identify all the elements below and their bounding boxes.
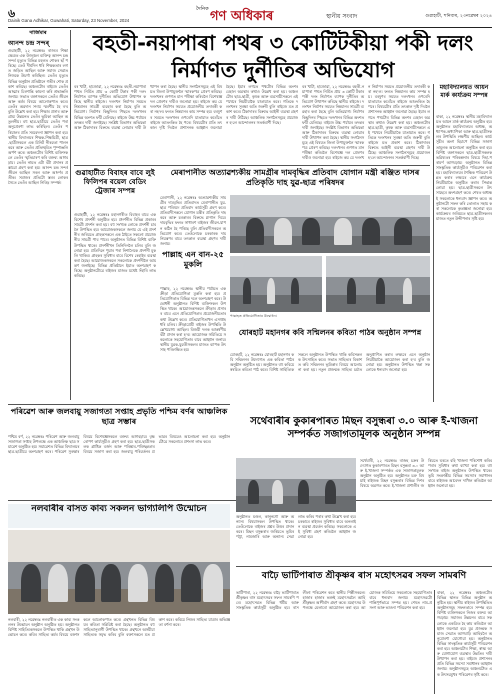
banner-body-continued: অনুষ্ঠানত মণ্ডল, কানুনগো আৰু অন্যান্য বিষয়াসকল উপস্থিত থাকে। তেওঁলোকে ৰাইজৰ প্ৰশ্নৰ উত্তৰ প্ৰদান কৰে। মিছন বসুন্ধৰাৰ জৰিয়তে ভূমিৰ পট্টা, নামজাৰি আৰু অন্যান্য সেৱা লাভ কৰিব পৰাৰ কথা উল্লেখ কৰা হয়। চৰকাৰে ৰাইজৰ সুবিধাৰ বাবে অনলাইন ব্যৱস্থা প্ৰৱৰ্তন কৰিছে। সকলোকে এই সুবিধা গ্ৰহণ কৰিবলৈ আহ্বান জনোৱা হয়।	[236, 514, 356, 540]
story-g-headline: বাঢ়ৈ ভাটিপাৰাত শ্ৰীকৃষ্ণৰ ৰাস মহোৎসৱৰ সফল সামৰণি	[261, 570, 467, 581]
story-e-body: পশ্চিম বৰ্ণ, ২২ নৱেম্বৰঃ পৰিৱেশ আৰু জলবায়ু সজাগতা সপ্তাহ উপলক্ষে এক আঞ্চলিক ছাত্ৰ সমাৱেশ অনুষ্ঠিত হয়। সমাৱেশত বিভিন্ন বিদ্যালয়ৰ ছাত্ৰ-ছাত্ৰীয়ে অংশগ্ৰহণ কৰে। পৰিৱেশ সুৰক্ষাৰ বিষয়ে বিশেষজ্ঞসকলে বক্তব্য আগবঢ়ায়। বৃক্ষৰোপণ কাৰ্য্যসূচীও গ্ৰহণ কৰা হয়। ছাত্ৰ-ছাত্ৰীসকলক প্লাষ্টিক বৰ্জন আৰু পৰিষ্কাৰ-পৰিচ্ছন্নতাৰ বিষয়ে সজাগ কৰা হয়। জলবায়ু পৰিৱৰ্তনৰ প্ৰভাৱৰ বিষয়েও আলোচনা কৰা হয়। অনুষ্ঠানটোৱে সকলোৰে প্ৰশংসা লাভ কৰে।	[8, 434, 230, 455]
banner-headline: সৰ্থেবাৰীৰ কুকাৰপাৰত মিছন বসুন্ধৰা ৩.০ আৰু ই-খাজনা সম্পৰ্কত সজাগতামূলক অনুষ্ঠান সম্পন্ন	[250, 416, 478, 440]
story-b-photo	[230, 195, 430, 253]
story-g-body: ভাটিপাৰা, ২২ নৱেম্বৰঃ বাঢ়ৈ ভাটিপাৰাত শ্ৰীকৃষ্ণৰ ৰাস মহোৎসৱৰ সফল সামৰণি পৰে। মহোৎসৱত বিভিন্ন ধৰ্মীয় আৰু সাংস্কৃতিক কাৰ্য্যসূচী অনুষ্ঠিত হয়। ৰাস লীলা পৰিৱেশন কৰে স্থানীয় শিল্পীসকলে। হাজাৰ হাজাৰ ভক্তই মহোৎসৱলৈ আহি শ্ৰীকৃষ্ণৰ আশীৰ্বাদ গ্ৰহণ কৰে। মহোৎসৱ উপলক্ষে মেলাৰো আয়োজন কৰা হয়। আয়োজক সমিতিয়ে সকলোকে সহযোগিতাৰ বাবে ধন্যবাদ জনায়। মহোৎসৱটো শান্তিপূৰ্ণভাৱে সম্পন্ন হয়। শেষত নাম-প্ৰসংগ আৰু ভাওনা পৰিৱেশন কৰা হয়।	[236, 590, 432, 611]
story-e-headline: পৰিৱেশ আৰু জলবায়ু সজাগতা সপ্তাহ প্ৰভৃতি পশ্চিম বৰ্ণৰ আঞ্চলিক ছাত্ৰ সম্ভাৰ	[10, 407, 228, 426]
story-b-headline: মেৰাপানীত অত্যাৱশ্যকীয় সামগ্ৰীৰ দামবৃদ্ধিৰ প্ৰতিবাদ যোগান মন্ত্ৰী ৰঞ্জিত দাসৰ প্ৰতিকৃতি দাহ যুৱ-ছাত্ৰ পৰিষদৰ	[170, 168, 420, 187]
story-c-headline: পাল্লাহ এন বান-২৫ মুকলি	[162, 250, 224, 269]
side-bottom-body: বাকা, ২২ নৱেম্বৰঃ অঞ্চলটোৰ বিভিন্ন স্থানত বিভিন্ন অনুষ্ঠান অনুষ্ঠিত হয়। স্থানীয় ৰাইজৰ উপস্থিতিত অনুষ্ঠানসমূহ সফলতাৰে সম্পন্ন হয়। বিশিষ্ট ব্যক্তিসকলে নিজৰ বক্তব্য আগবঢ়ায়। সমাজৰ উন্নয়নৰ বাবে সকলোকে একত্ৰিত হৈ কাম কৰিবলৈ আহ্বান জনোৱা হয়। যুৱ প্ৰজন্মক সমাজ সেৱাত আগবাঢ়ি আহিবলৈ অনুপ্ৰেৰণা যোগোৱা হয়। অনুষ্ঠানত বিভিন্ন সাংস্কৃতিক কাৰ্য্যসূচী পৰিৱেশন কৰা হয়। অঞ্চলটোৰ শিক্ষা, স্বাস্থ্য আৰু যোগাযোগ ব্যৱস্থাৰ উন্নতিৰ দাবী উত্থাপন কৰা হয়। ৰাইজে প্ৰশাসনৰ প্ৰতি বিভিন্ন সমস্যা সমাধানৰ আহ্বান জনায়। অনুষ্ঠানসমূহে অঞ্চলটোত এক উৎসৱমুখৰ পৰিৱেশৰ সৃষ্টি কৰে।	[437, 590, 492, 677]
story-c-body: পাল্লাহ, ২২ নৱেম্বৰঃ স্থানীয় পৰ্যায়ত এক ক্ৰীড়া প্ৰতিযোগিতা মুকলি কৰা হয়। প্ৰতিযোগিতাত বিভিন্ন দলে অংশগ্ৰহণ কৰে। উদ্বোধনী অনুষ্ঠানত বিশিষ্ট ব্যক্তিসকল উপস্থিত থাকে। আয়োজকসকলে ক্ৰীড়াৰ প্ৰসাৰৰ বাবে এনে প্ৰতিযোগিতাৰ প্ৰয়োজনীয়তাৰ কথা উল্লেখ কৰে। প্ৰতিযোগিতাখন এসপ্তাহ ধৰি চলিব। ক্ৰীড়াপ্ৰেমী ৰাইজৰ উপস্থিতি উল্লেখযোগ্য আছিল। বিজয়ী দলক আকৰ্ষণীয় বঁটা প্ৰদান কৰা হ'ব। আয়োজক সমিতিয়ে সকলোকে সহযোগিতাৰ বাবে আহ্বান জনায়। স্থানীয় যুৱক-যুৱতীসকলৰ মাজত ব্যাপক উৎসাহ পৰিলক্ষিত হয়।	[160, 286, 226, 353]
story-a-body: গুৱাহাটী, ২২ নৱেম্বৰঃ মহানগৰীত বিবাহৰ বাবে এক বিশেষ প্ৰদৰ্শনী অনুষ্ঠিত হয়। প্ৰদৰ্শনীত বিভিন্ন প্ৰকাৰৰ সামগ্ৰী প্ৰদৰ্শন কৰা হয়। বহু সংখ্যক লোকে প্ৰদৰ্শনী চাবলৈ উপস্থিত হয়। আয়োজকসকলে জনায় যে এই প্ৰদৰ্শনীৰ জৰিয়তে গ্ৰাহকসকলে এক ঠাইতে সকলো প্ৰয়োজনীয় সামগ্ৰী পাব পাৰে। অনুষ্ঠানত বিভিন্ন বিশিষ্ট ব্যক্তি উপস্থিত থাকে। প্ৰদৰ্শনীখন তিনিদিনলৈ চলিব বুলি জনোৱা হয়। প্ৰতিদিনে পুৱাৰ পৰা নিশালৈকে প্ৰদৰ্শনী মুকলি থাকিব। গ্ৰাহকৰ সুবিধাৰ বাবে বিশেষ ৰেহাইৰ ব্যৱস্থা কৰা হৈছে। আয়োজকসকলে সকলোকে প্ৰদৰ্শনীলৈ আমন্ত্ৰণ জনাইছে। বিভিন্ন প্ৰতিষ্ঠানে ইয়াত অংশগ্ৰহণ কৰিছে। অনুষ্ঠানটোৱে ৰাইজৰ মাজত যথেষ্ট সঁহাৰি লাভ কৰিছে।	[74, 212, 156, 279]
column-rule	[70, 30, 71, 400]
section-rule	[236, 566, 492, 567]
section-rule	[8, 404, 230, 405]
story-c-photo	[230, 256, 322, 312]
story-a-headline: গুৱাহাটীত বিবাহৰ বাবে লুই ফিলিপৰ বয়েল বেডিং ট্ৰেজাৰ সম্পন্ন	[75, 168, 155, 195]
story-b-body: মেৰাপানী, ২২ নৱেম্বৰঃ অত্যাৱশ্যকীয় সামগ্ৰীৰ দামবৃদ্ধিৰ প্ৰতিবাদত মেৰাপানীত যুৱ-ছাত্ৰ পৰিষদে প্ৰতিবাদ কাৰ্য্যসূচী গ্ৰহণ কৰে। প্ৰতিবাদীসকলে যোগান মন্ত্ৰীৰ প্ৰতিকৃতি দাহ কৰে আৰু চৰকাৰৰ বিৰুদ্ধে শ্ল'গান দিয়ে। দামবৃদ্ধিৰ ফলত সাধাৰণ ৰাইজৰ জীৱন-যাপন কঠিন হৈ পৰিছে বুলি প্ৰতিবাদীসকলে অভিযোগ কৰে। তেওঁলোকে চৰকাৰক দাম নিয়ন্ত্ৰণৰ বাবে তৎকাল ব্যৱস্থা গ্ৰহণৰ দাবী জনায়।	[160, 195, 226, 246]
column-rule	[434, 590, 435, 694]
left-column-label: দাৰ্জিমাৰ	[29, 30, 47, 36]
masthead-date-as: গুৱাহাটী, শনিবাৰ, ২৩নৱেম্বৰ ২০২৪	[425, 14, 492, 19]
lead-body: বৰ খাটা, হাজোৱা, ২২ নৱেম্বৰঃ বহতী-নয়াপাৰা পথত নিৰ্মিত প্ৰায় ৩ কোটি টকাৰ পকী দলং নিৰ্মাণত ব্যাপক দুৰ্নীতিৰ অভিযোগ উত্থাপন কৰিছে স্থানীয় ৰাইজে। দলংখন নিৰ্মাণৰ সময়ত নিম্নমানৰ সামগ্ৰী ব্যৱহাৰ কৰা হৈছে বুলি অভিযোগ। নিৰ্মাণৰ কিছুদিনৰ পিছতে দলংখনৰ বিভিন্ন অংশত ফাঁট মেলিছে। ৰাইজে উচ্চ পৰ্যায়ৰ তদন্তৰ দাবী জনাইছে। সংশ্লিষ্ট বিভাগৰ অভিযন্তা আৰু ঠিকাদাৰৰ বিৰুদ্ধে ব্যৱস্থা লোৱাৰ দাবী উত্থাপন কৰা হৈছে। স্থানীয় সংগঠনসমূহে এই বিষয়ত জিলা উপায়ুক্তলৈ স্মাৰকপত্ৰ প্ৰেৰণ কৰিছে। দলংখনৰ গুণগত মান পৰীক্ষা কৰিবলৈ বিশেষজ্ঞ দল প্ৰেৰণৰ দাবীও জনোৱা হয়। ৰাইজে কয় যে দলংখন নিৰ্মাণৰ সময়ত প্ৰয়োজনীয় তদাৰকী কৰা নহ'ল। ফলত নিম্নমানৰ কাম সম্পন্ন হয়। বৰষুণৰ সময়ত দলংখনৰ ওপৰেদি যাতায়াত কৰোঁতে ৰাইজে আতংকিত হৈ পৰে। বিষয়টোৰ প্ৰতি তৎকাল দৃষ্টি দিবলৈ প্ৰশাসনক আহ্বান জনোৱা হৈছে। ইয়াৰ লগতে পথটোৰ বিভিন্ন অংশৰ বেহাল অৱস্থাৰ কথাও উল্লেখ কৰা হয়। অঞ্চলটোৰ ছাত্ৰ-ছাত্ৰী, কৃষক আৰু ব্যৱসায়ীসকলে এই পথেৰে নিয়মীয়াকৈ যাতায়াত কৰে। গতিকে দলংখনৰ সুৰক্ষা অতি জৰুৰী বুলি ৰাইজে মত প্ৰকাশ কৰে। ঠিকাদাৰৰ বিৰুদ্ধে আইনী ব্যৱস্থা গ্ৰহণৰ দাবী উঠিছে। আঞ্চলিক সংগঠনসমূহে প্ৰয়োজন হ'লে আন্দোলনৰ সতৰ্কবাণী দিছে।	[74, 84, 298, 130]
section-rule	[74, 165, 430, 166]
left-column-title: আনন্দ চন্দ্ৰ সন্দৰ্	[8, 40, 50, 47]
section-name: স্থানীয় সংবাদ	[326, 13, 358, 20]
story-f-body: নলবাৰী, ২২ নৱেম্বৰঃ নলবাৰীত এক কাব্য সংকলনৰ উন্মোচন অনুষ্ঠান অনুষ্ঠিত হয়। অনুষ্ঠানত বিশিষ্ট সাহিত্যিকসকলে উপস্থিত থাকি গ্ৰন্থখন উন্মোচন কৰে। কবিৰ সাহিত্য কৰ্মৰ বিষয়ে বক্তাসকলে আলোকপাত কৰে। গ্ৰন্থখনত বিভিন্ন বিষয়ৰ কবিতা সন্নিৱিষ্ট কৰা হৈছে। অনুষ্ঠানত বহু সাহিত্যানুৰাগী উপস্থিত থাকে। গ্ৰন্থখনে অসমীয়া সাহিত্যক সমৃদ্ধ কৰিব বুলি বক্তাসকলে মত প্ৰকাশ কৰে। কবিয়ে নিজৰ সাহিত্য যাত্ৰাৰ অভিজ্ঞতা বৰ্ণনা কৰে।	[8, 617, 230, 638]
lead-body-continued: বৰ খাটা, হাজোৱা, ২২ নৱেম্বৰঃ বহতী-নয়াপাৰা পথত নিৰ্মিত প্ৰায় ৩ কোটি টকাৰ পকী দলং নিৰ্মাণত ব্যাপক দুৰ্নীতিৰ অভিযোগ উত্থাপন কৰিছে স্থানীয় ৰাইজে। দলংখন নিৰ্মাণৰ সময়ত নিম্নমানৰ সামগ্ৰী ব্যৱহাৰ কৰা হৈছে বুলি অভিযোগ। নিৰ্মাণৰ কিছুদিনৰ পিছতে দলংখনৰ বিভিন্ন অংশত ফাঁট মেলিছে। ৰাইজে উচ্চ পৰ্যায়ৰ তদন্তৰ দাবী জনাইছে। সংশ্লিষ্ট বিভাগৰ অভিযন্তা আৰু ঠিকাদাৰৰ বিৰুদ্ধে ব্যৱস্থা লোৱাৰ দাবী উত্থাপন কৰা হৈছে। স্থানীয় সংগঠনসমূহে এই বিষয়ত জিলা উপায়ুক্তলৈ স্মাৰকপত্ৰ প্ৰেৰণ কৰিছে। দলংখনৰ গুণগত মান পৰীক্ষা কৰিবলৈ বিশেষজ্ঞ দল প্ৰেৰণৰ দাবীও জনোৱা হয়। ৰাইজে কয় যে দলংখন নিৰ্মাণৰ সময়ত প্ৰয়োজনীয় তদাৰকী কৰা নহ'ল। ফলত নিম্নমানৰ কাম সম্পন্ন হয়। বৰষুণৰ সময়ত দলংখনৰ ওপৰেদি যাতায়াত কৰোঁতে ৰাইজে আতংকিত হৈ পৰে। বিষয়টোৰ প্ৰতি তৎকাল দৃষ্টি দিবলৈ প্ৰশাসনক আহ্বান জনোৱা হৈছে। ইয়াৰ লগতে পথটোৰ বিভিন্ন অংশৰ বেহাল অৱস্থাৰ কথাও উল্লেখ কৰা হয়। অঞ্চলটোৰ ছাত্ৰ-ছাত্ৰী, কৃষক আৰু ব্যৱসায়ীসকলে এই পথেৰে নিয়মীয়াকৈ যাতায়াত কৰে। গতিকে দলংখনৰ সুৰক্ষা অতি জৰুৰী বুলি ৰাইজে মত প্ৰকাশ কৰে। ঠিকাদাৰৰ বিৰুদ্ধে আইনী ব্যৱস্থা গ্ৰহণৰ দাবী উঠিছে। আঞ্চলিক সংগঠনসমূহে প্ৰয়োজন হ'লে আন্দোলনৰ সতৰ্কবাণী দিছে।	[302, 84, 430, 161]
banner-body: সৰ্থেবাৰী, ২২ নৱেম্বৰঃ ৰাজহ চক্ৰৰ উদ্যোগত কুকাৰপাৰত মিছন বসুন্ধৰা ৩.০ আৰু ই-খাজনা সম্পৰ্কত এক সজাগতামূলক অনুষ্ঠান অনুষ্ঠিত হয়। অনুষ্ঠানত চক্ৰ বিষয়াই ৰাইজক মিছন বসুন্ধৰাৰ বিভিন্ন দিশৰ বিষয়ে অৱগত কৰে। ই-খাজনা প্ৰণালীৰ জৰিয়তে ঘৰতে বহি খাজনা পৰিশোধ কৰিব পৰাৰ সুবিধাৰ কথা ব্যাখ্যা কৰা হয়। বহু সংখ্যক ৰাইজ অনুষ্ঠানত উপস্থিত থাকে। ভূমি সংক্ৰান্তীয় বিভিন্ন সমস্যাৰ সমাধানৰ বাবে ৰাইজক আবেদন দাখিল কৰিবলৈ আহ্বান জনোৱা হয়।	[360, 458, 492, 489]
story-c-photo-2	[326, 256, 430, 312]
story-f-photo	[8, 530, 230, 614]
masthead-daily: দৈনিক	[196, 6, 209, 12]
page-number: ৬	[8, 7, 16, 20]
lead-headline: বহতী-নয়াপাৰা পথৰ ৩ কোটিটকীয়া পকী দলং নিৰ্মাণত দুৰ্নীতিৰ অভিযোগ	[92, 31, 474, 82]
story-d-body: যোৰহাট, ২২ নৱেম্বৰঃ যোৰহাট মহানগৰ কবি সন্মিলনৰ উদ্যোগত এক কবিতা পাঠৰ অনুষ্ঠান অনুষ্ঠিত হয়। অনুষ্ঠানত বহু কবিয়ে স্বৰচিত কবিতা পাঠ কৰে। বিশিষ্ট সাহিত্যিকসকলে অনুষ্ঠানত উপস্থিত থাকি কবিসকলক উৎসাহিত কৰে। সভাত সাহিত্যৰ বিকাশত কবি সন্মিলনৰ ভূমিকাৰ বিষয়ে আলোচনা কৰা হয়। নতুন প্ৰজন্মক সাহিত্য চৰ্চাত অনুপ্ৰাণিত কৰাৰ লক্ষ্যৰে এনে অনুষ্ঠান নিয়মীয়াকৈ আয়োজন কৰা হ'ব বুলি জনোৱা হয়। অনুষ্ঠানত উপস্থিত থকা সকলোকে ধন্যবাদ জনোৱা হয়।	[230, 352, 430, 373]
story-d-headline: যোৰহাট মহানগৰ কবি সন্মিলনৰ কবিতা পাঠৰ অনুষ্ঠান সম্পন্ন	[238, 328, 422, 337]
side-top-body: বাকা, ২২ নৱেম্বৰঃ স্থানীয় মহাবিদ্যালয়ত আয়ন মাৰ্ক কাৰ্য্যক্ৰম অনুষ্ঠিত হয়। অনুষ্ঠানত মহাবিদ্যালয়ৰ অধ্যক্ষ, অধ্যাপক-অধ্যাপিকা আৰু ছাত্ৰ-ছাত্ৰীসকলৰ উপস্থিতি লক্ষণীয় আছিল। কাৰ্য্যসূচীৰ অংগ হিচাপে বিভিন্ন সজাগতামূলক আলোচনা অনুষ্ঠিত কৰা হয়। বিশিষ্ট বক্তাসকলে ছাত্ৰ-ছাত্ৰীসকলক ভৱিষ্যতৰ পৰিকল্পনাৰ বিষয়ে দিহা-পৰামৰ্শ আগবঢ়ায়। অনুষ্ঠানত বিভিন্ন সাংস্কৃতিক কাৰ্য্যসূচীও পৰিৱেশন কৰা হয়। মহাবিদ্যালয়ৰ শৈক্ষিক পৰিৱেশ উন্নত কৰাৰ লক্ষ্যৰে এনে কাৰ্য্যক্ৰম নিয়মীয়াকৈ অনুষ্ঠিত কৰাৰ সিদ্ধান্ত লোৱা হয়। ছাত্ৰ-ছাত্ৰীসকলে উৎসাহেৰে অংশগ্ৰহণ কৰে। শেষত অধ্যক্ষই সকলোকে ধন্যবাদ জ্ঞাপন কৰে। অনুষ্ঠানটো সফল কৰি তোলাত সহায় কৰা সকলোকে কৃতজ্ঞতা জনোৱা হয়। কাৰ্য্যক্ৰমৰ জৰিয়তে ছাত্ৰ-ছাত্ৰীসকলৰ মাজত নতুন উদ্দীপনাৰ সৃষ্টি হয়।	[436, 114, 492, 221]
story-c-caption: পাল্লাহত প্ৰতিযোগিতাৰ উদ্বোধন।	[230, 314, 277, 318]
banner-photo	[236, 458, 356, 512]
newspaper-logo: গণ অধিকাৰ	[210, 9, 274, 24]
story-f-headline: নলবাৰীৰ বাসত কাব্য সকলন ভাগ্যলিপি উন্মোচন	[8, 504, 230, 528]
masthead	[8, 4, 492, 28]
left-column-body: গুৱাহাটী, ২২ নৱেম্বৰঃ ৰাজ্যৰ শিক্ষা ক্ষেত্ৰত এক উজ্জ্বল ব্যক্তিত্ব আনন্দ চন্দ্ৰ সন্দৰ্ৰ মৃত্যুত বিভিন্ন মহলত শোকৰ ছাঁ পৰিছে। তেওঁ দীৰ্ঘদিন ধৰি শিক্ষকতাৰ লগত জড়িত আছিল আৰু সমাজ সেৱাত নিজকে উচৰ্গা কৰিছিল। তেওঁৰ মৃত্যুত বিভিন্ন অনুষ্ঠান প্ৰতিষ্ঠানে গভীৰ শোক প্ৰকাশ কৰিছে। অঞ্চলটোৰ ৰাইজে তেওঁৰ আত্মাৰ চিৰশান্তি কামনা কৰি শ্ৰদ্ধাঞ্জলি জনায়। সভাত বক্তাসকলে তেওঁৰ জীৱন আৰু কৰ্মৰ বিষয়ে আলোকপাত কৰে। তেওঁৰ অৱদান সদায় স্মৰণীয় হৈ ৰ'ব বুলি উল্লেখ কৰা হয়। শিক্ষাৰ প্ৰসাৰ আৰু গ্ৰাম্য উন্নয়নত তেওঁৰ ভূমিকা আছিল অতুলনীয়। বহু ছাত্ৰ-ছাত্ৰীয়ে তেওঁৰ পৰা অনুপ্ৰেৰণা লাভ কৰিছিল। তেওঁৰ পৰিয়ালৰ প্ৰতি সমবেদনা জ্ঞাপন কৰা হয়। স্থানীয় বিদ্যালয়ৰ শিক্ষক-শিক্ষয়িত্ৰী, ছাত্ৰ-ছাত্ৰীসকলে এক মিনিট নীৰৱতা পালন কৰে আৰু তেওঁৰ প্ৰতিচ্ছবিত পুষ্পাঞ্জলি অৰ্পণ কৰে। অঞ্চলটোৰ বিশিষ্ট ব্যক্তিসকলে তেওঁৰ স্মৃতিচাৰণ কৰি বক্তব্য আগবঢ়ায়। তেওঁৰ নামত এটা বঁটা প্ৰদানৰ প্ৰস্তাৱো গ্ৰহণ কৰা হয়। আনন্দ চন্দ্ৰ সন্দৰ্ৰ জীৱন আছিল সৰল আৰু আদৰ্শৰ প্ৰতীক। সমাজৰ প্ৰতিটো স্তৰৰ লোকৰ সৈতে তেওঁৰ আছিল নিবিড় সম্পৰ্ক।	[8, 48, 68, 186]
side-top-headline: মহাবিদ্যালয়ত আয়ন মাৰ্ক কাৰ্য্যক্ৰম সম্পন্ন	[439, 84, 489, 99]
masthead-date-en: Dainik Gana Adhikar, Guwahati, Saturday, 23 November, 2024	[8, 18, 130, 23]
column-rule	[433, 84, 434, 402]
